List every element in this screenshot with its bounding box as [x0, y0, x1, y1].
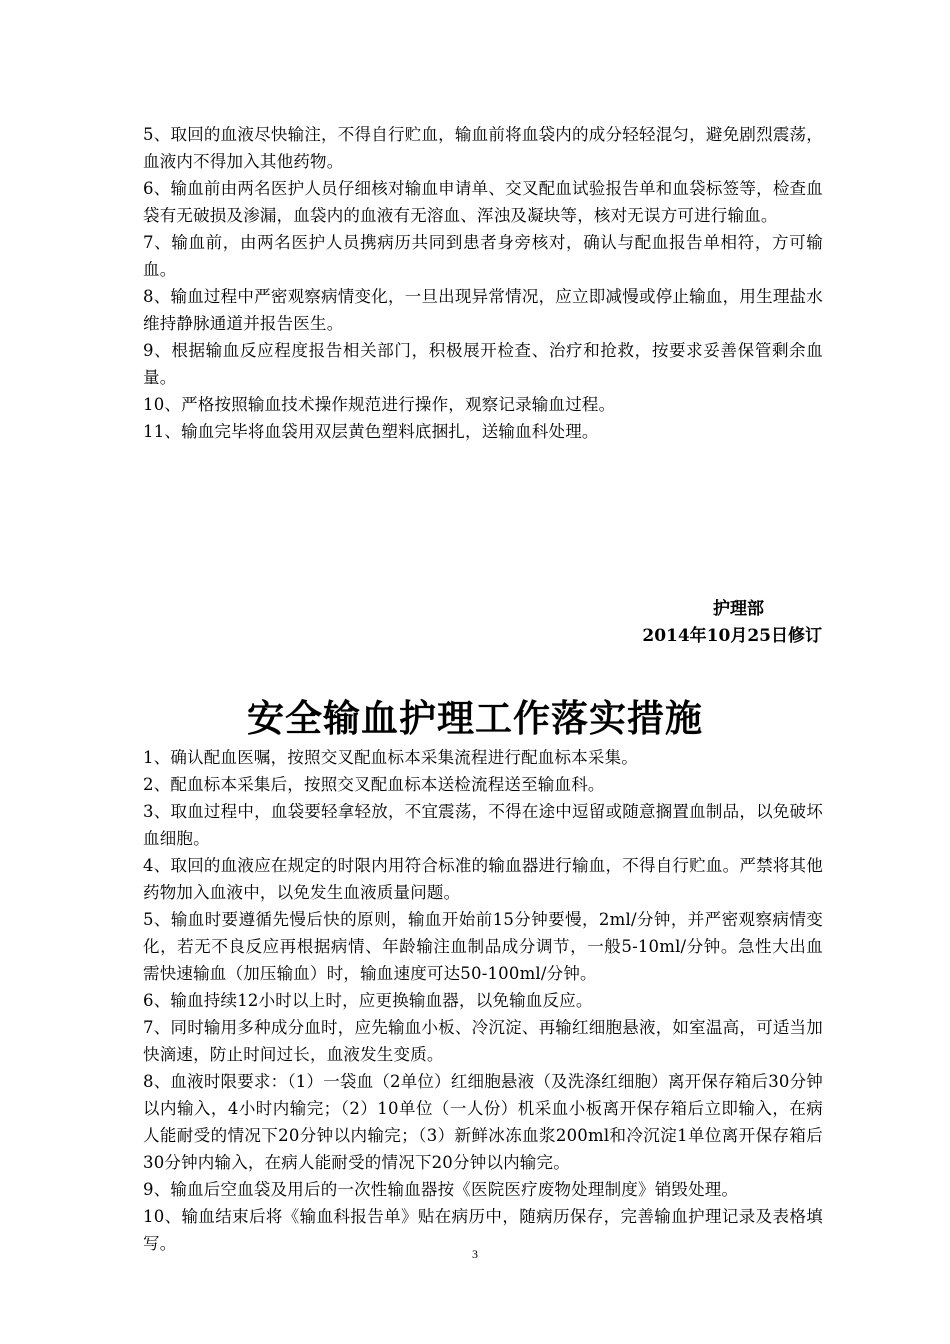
- section-2-list: [143, 744, 823, 1257]
- list-item: 10、输血结束后将《输血科报告单》贴在病历中，随病历保存，完善输血护理记录及表格填写。: [143, 1207, 823, 1253]
- list-item: 6、输血持续12小时以上时，应更换输血器，以免输血反应。: [143, 991, 593, 1010]
- list-item: 8、输血过程中严密观察病情变化，一旦出现异常情况，应立即减慢或停止输血，用生理盐水维持静脉通道并报告医生。: [143, 287, 823, 333]
- section-2-title: 安全输血护理工作落实措施: [247, 697, 703, 740]
- list-item: 2、配血标本采集后，按照交叉配血标本送检流程送至输血科。: [143, 775, 605, 794]
- list-item: 6、输血前由两名医护人员仔细核对输血申请单、交叉配血试验报告单和血袋标签等，检查血袋有无破损及渗漏，血袋内的血液有无溶血、浑浊及凝块等，核对无误方可进行输血。: [143, 179, 823, 225]
- list-item: 1、确认配血医嘱，按照交叉配血标本采集流程进行配血标本采集。: [143, 748, 638, 767]
- list-item: 9、输血后空血袋及用后的一次性输血器按《医院医疗废物处理制度》销毁处理。: [143, 1180, 739, 1199]
- list-item: 5、取回的血液尽快输注，不得自行贮血，输血前将血袋内的成分轻轻混匀，避免剧烈震荡，血液内不得加入其他药物。: [143, 125, 823, 171]
- signature-date: 2014年10月25日修订: [642, 626, 822, 646]
- list-item: 7、同时输用多种成分血时，应先输血小板、冷沉淀、再输红细胞悬液，如室温高，可适当加快滴速，防止时间过长，血液发生变质。: [143, 1018, 823, 1064]
- list-item: 9、根据输血反应程度报告相关部门，积极展开检查、治疗和抢救，按要求妥善保管剩余血量。: [143, 341, 823, 387]
- list-item: 10、严格按照输血技术操作规范进行操作，观察记录输血过程。: [143, 395, 616, 414]
- list-item: 4、取回的血液应在规定的时限内用符合标准的输血器进行输血，不得自行贮血。严禁将其他药物加入血液中，以免发生血液质量问题。: [143, 856, 823, 902]
- list-item: 5、输血时要遵循先慢后快的原则，输血开始前15分钟要慢，2ml/分钟，并严密观察病情变化，若无不良反应再根据病情、年龄输注血制品成分调节，一般5-10ml/分钟。急性大出血需快速输血（加压输血）时，输血速度可达50-100ml/分钟。: [143, 910, 823, 983]
- list-item: 11、输血完毕将血袋用双层黄色塑料底捆扎，送输血科处理。: [143, 422, 599, 441]
- list-item: 7、输血前，由两名医护人员携病历共同到患者身旁核对，确认与配血报告单相符，方可输血。: [143, 233, 823, 279]
- list-item: 8、血液时限要求：（1）一袋血（2单位）红细胞悬液（及洗涤红细胞）离开保存箱后30分钟以内输入，4小时内输完；（2）10单位（一人份）机采血小板离开保存箱后立即输入，在病人能耐受的情况下20分钟以内输完；（3）新鲜冰冻血浆200ml和冷沉淀1单位离开保存箱后30分钟内输入，在病人能耐受的情况下20分钟以内输完。: [143, 1072, 823, 1172]
- page-number: 3: [472, 1247, 478, 1261]
- section-1-list: [143, 121, 823, 445]
- list-item: 3、取血过程中，血袋要轻拿轻放，不宜震荡，不得在途中逗留或随意搁置血制品，以免破坏血细胞。: [143, 802, 823, 848]
- signature-department: 护理部: [713, 599, 764, 619]
